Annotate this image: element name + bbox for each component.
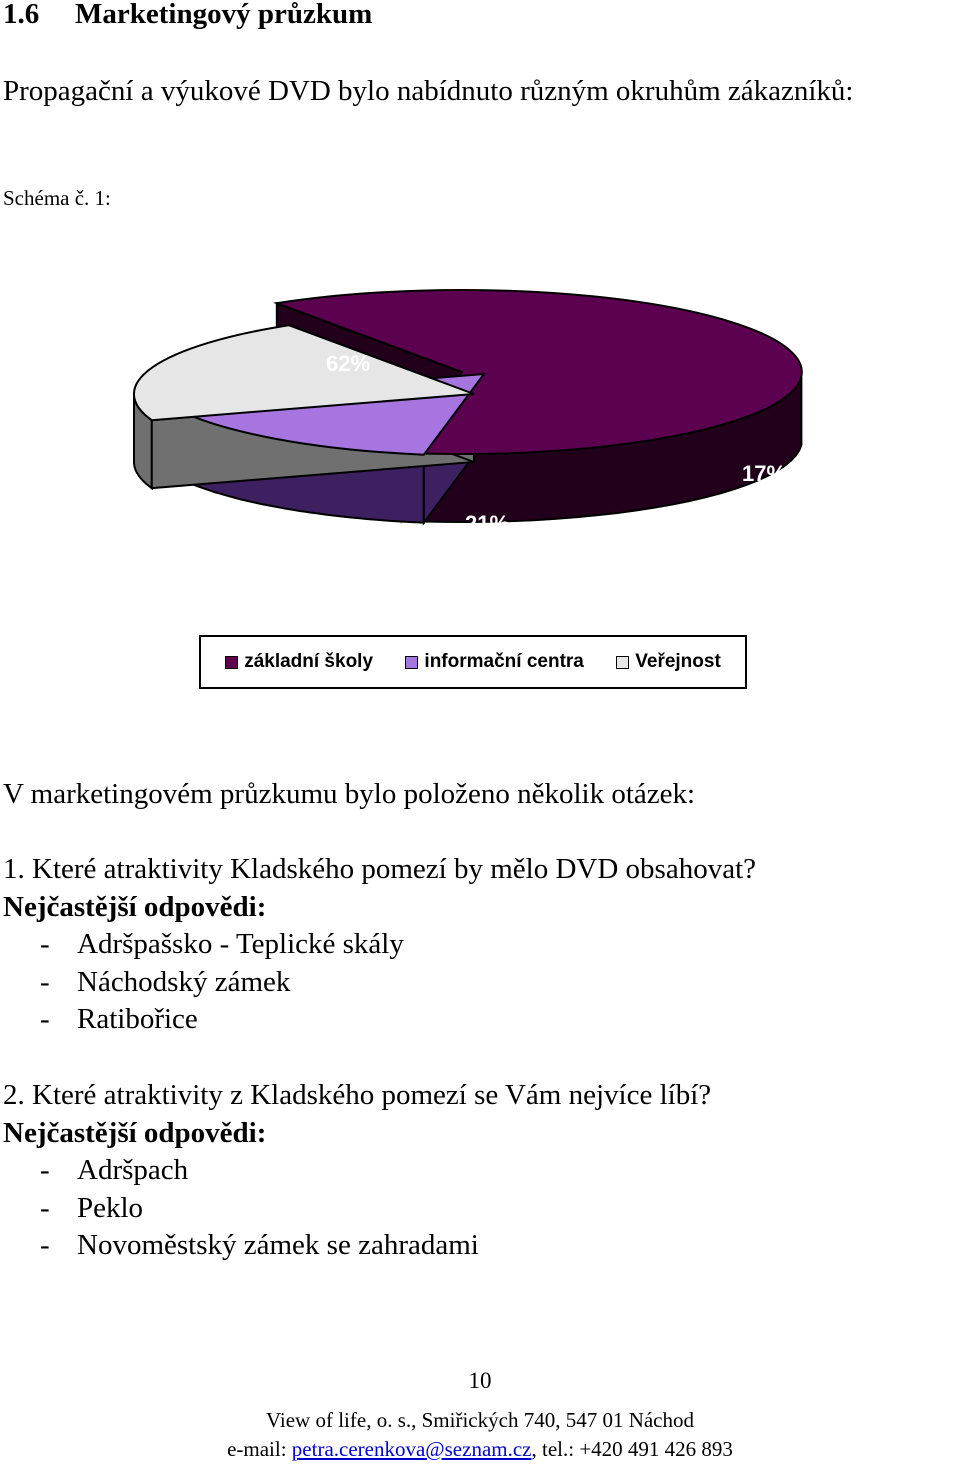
answer-text: Adršpach [77,1154,189,1186]
question-block-1 [3,851,756,1039]
legend-label: Veřejnost [635,651,721,672]
footer-address: View of life, o. s., Smiřických 740, 547 01 Náchod [266,1408,694,1432]
slice-public-label: 21% [464,511,510,536]
answer-item: - Adršpašsko - Teplické skály [40,928,404,960]
question-text: 1. Které atraktivity Kladského pomezí by mělo DVD obsahovat? [3,853,756,885]
survey-intro: V marketingovém průzkumu bylo položeno několik otázek: [3,778,696,810]
answers-label: Nejčastější odpovědi: [3,890,267,923]
answers-label: Nejčastější odpovědi: [3,1116,267,1149]
email-link[interactable]: petra.cerenkova@seznam.cz [291,1437,532,1461]
pie-chart [0,280,960,600]
chart-caption: Schéma č. 1: [3,186,111,210]
chart-legend [199,635,747,689]
section-title: Marketingový průzkum [75,0,373,30]
section-heading [3,0,372,31]
answer-item: - Adršpach [40,1154,189,1186]
slice-schools-label: 62% [325,351,371,376]
answer-text: Ratibořice [77,1003,198,1035]
answer-text: Novoměstský zámek se zahradami [77,1229,479,1261]
legend-swatch [405,656,418,669]
section-number: 1.6 [3,0,40,30]
legend-item-info-centres [405,651,583,673]
answer-item: - Novoměstský zámek se zahradami [40,1229,479,1261]
footer-contact [0,1437,960,1462]
legend-label: informační centra [424,651,584,672]
answer-text: Náchodský zámek [77,965,291,998]
legend-swatch [616,656,629,669]
answer-text: Peklo [77,1191,144,1224]
legend-swatch [225,656,238,669]
answer-item: - Peklo [40,1191,144,1224]
footer-phone: , tel.: +420 491 426 893 [531,1437,733,1461]
legend-label: základní školy [244,651,374,672]
question-text: 2. Které atraktivity z Kladského pomezí se Vám nejvíce líbí? [3,1079,712,1111]
question-block-2 [3,1077,711,1265]
page-number: 10 [468,1368,492,1393]
intro-paragraph: Propagační a výukové DVD bylo nabídnuto různým okruhům zákazníků: [3,75,854,107]
legend-item-schools [225,651,373,673]
answer-item: - Náchodský zámek [40,965,291,998]
answer-item: - Ratibořice [40,1003,198,1035]
footer-email-prefix: e-mail: [227,1437,292,1461]
answer-text: Adršpašsko - Teplické skály [77,928,404,960]
slice-info-centres-label: 17% [741,461,787,486]
legend-item-public [616,651,721,673]
